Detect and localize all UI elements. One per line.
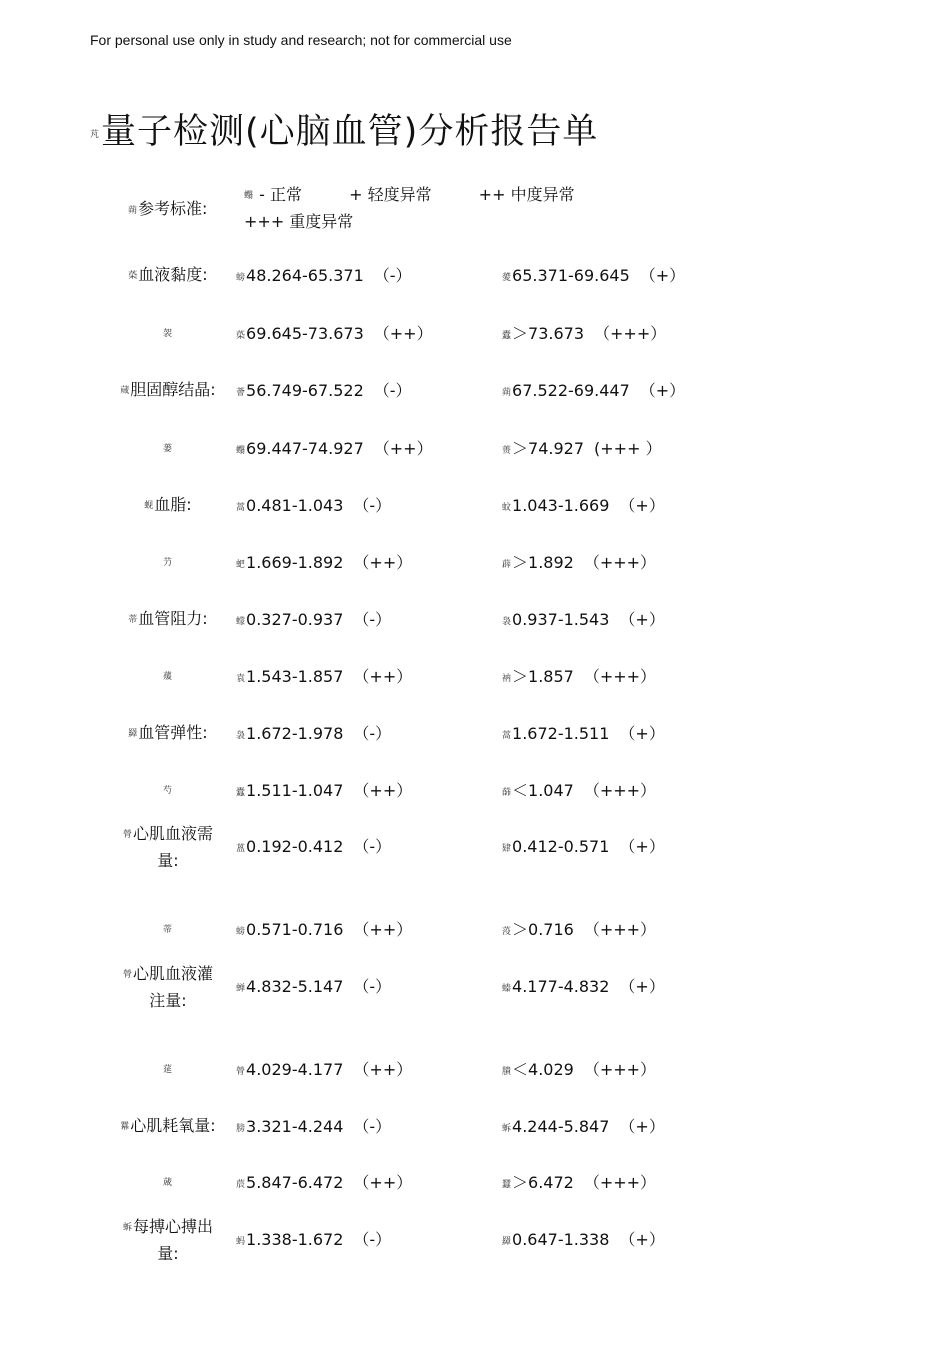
range-mild-or-severe	[502, 721, 665, 744]
range-mild-or-severe	[502, 664, 656, 687]
row-mark: 蒂	[162, 924, 172, 935]
range-mild-or-severe	[502, 974, 665, 997]
row-label-text: 每搏心搏出量:	[133, 1217, 214, 1263]
range-normal-or-moderate	[236, 378, 412, 401]
c1-severity: （++）	[353, 553, 413, 572]
c1-mark: 螃	[236, 927, 246, 937]
range-mild-or-severe	[502, 378, 685, 401]
reference-row	[120, 320, 800, 360]
legend-item-moderate: ++ 中度异常	[478, 185, 575, 204]
row-label	[120, 262, 216, 289]
c1-severity: （++）	[373, 439, 433, 458]
row-mark: 蚬	[144, 500, 154, 511]
c1-mark: 蚆	[236, 560, 246, 570]
row-label-text: 血脂:	[154, 495, 192, 514]
c2-value: 67.522-69.447	[512, 381, 630, 400]
c1-mark: 膋	[236, 1067, 246, 1077]
c1-value: 0.192-0.412	[246, 837, 344, 856]
c2-value: ＞0.716	[512, 920, 574, 939]
c1-mark: 薈	[236, 388, 246, 398]
c2-mark: 螓	[502, 984, 512, 994]
row-label	[120, 377, 216, 404]
row-label	[120, 1113, 216, 1140]
range-mild-or-severe	[502, 1057, 656, 1080]
c2-value: ＞1.857	[512, 667, 574, 686]
c2-mark: 莈	[502, 927, 512, 937]
range-mild-or-severe	[502, 550, 656, 573]
c2-value: ＜4.029	[512, 1060, 574, 1079]
range-mild-or-severe	[502, 778, 656, 801]
row-label-text: 心肌耗氧量:	[130, 1116, 216, 1135]
legend-label-text: 参考标准:	[138, 199, 208, 218]
page-title-text: 量子检测(心脑血管)分析报告单	[101, 112, 599, 152]
row-label	[120, 821, 216, 874]
c2-mark: 薜	[502, 560, 512, 570]
c1-severity: （-）	[373, 266, 412, 285]
c2-severity: （+++）	[583, 667, 657, 686]
c2-mark: 蠹	[502, 331, 512, 341]
c2-severity: （+）	[619, 1117, 665, 1136]
c2-value: ＞6.472	[512, 1173, 574, 1192]
c1-mark: 蠮	[236, 446, 246, 456]
row-label-text: 血液黏度:	[138, 265, 208, 284]
legend-mark: 蒴	[128, 206, 138, 216]
c1-mark: 蚂	[236, 1237, 246, 1247]
range-mild-or-severe	[502, 834, 665, 857]
c1-severity: （++）	[373, 324, 433, 343]
row-label-text: 血管弹性:	[138, 723, 208, 742]
row-label-text: 血管阻力:	[138, 609, 208, 628]
row-mark: 蚸	[122, 1222, 132, 1233]
range-normal-or-moderate	[236, 1057, 412, 1080]
c1-value: 48.264-65.371	[246, 266, 364, 285]
reference-row	[120, 824, 800, 873]
c2-mark: 蒒	[502, 788, 512, 798]
c1-severity: （-）	[353, 1230, 392, 1249]
c1-severity: （-）	[353, 837, 392, 856]
c2-value: 0.412-0.571	[512, 837, 610, 856]
legend-label	[128, 196, 207, 219]
reference-row	[120, 377, 800, 417]
c2-severity: （+）	[619, 610, 665, 629]
row-label-text: 心肌血液需量:	[133, 824, 214, 870]
c2-severity: （+++）	[583, 1173, 657, 1192]
c1-severity: （++）	[353, 1060, 413, 1079]
legend-item-normal: - 正常	[259, 185, 302, 204]
range-normal-or-moderate	[236, 493, 391, 516]
legend-item-mild: + 轻度异常	[349, 185, 432, 204]
c1-mark: 蒕	[236, 844, 246, 854]
row-mark: 蒧	[162, 1177, 172, 1188]
range-normal-or-moderate	[236, 607, 391, 630]
row-label	[120, 777, 216, 804]
c2-value: 4.244-5.847	[512, 1117, 610, 1136]
c2-severity: （+++）	[583, 920, 657, 939]
range-normal-or-moderate	[236, 321, 433, 344]
c2-severity: （+）	[619, 837, 665, 856]
row-label	[120, 720, 216, 747]
row-mark: 膋	[122, 829, 132, 840]
c1-mark: 袁	[236, 674, 246, 684]
c1-mark: 膀	[236, 1124, 246, 1134]
reference-row	[120, 916, 800, 956]
range-mild-or-severe	[502, 917, 656, 940]
c1-mark: 莀	[236, 1180, 246, 1190]
c1-severity: （++）	[353, 667, 413, 686]
range-normal-or-moderate	[236, 436, 433, 459]
c1-severity: （-）	[353, 496, 392, 515]
c2-severity: （+）	[619, 977, 665, 996]
range-mild-or-severe	[502, 607, 665, 630]
c1-value: 1.511-1.047	[246, 781, 344, 800]
c1-severity: （++）	[353, 920, 413, 939]
row-label	[120, 492, 216, 519]
range-normal-or-moderate	[236, 1170, 412, 1193]
reference-row	[120, 1217, 800, 1266]
reference-row	[120, 663, 800, 703]
page-title	[90, 104, 598, 154]
c2-severity: （+++）	[583, 553, 657, 572]
c2-mark: 蚸	[502, 1124, 512, 1134]
row-label	[120, 606, 216, 633]
c1-value: 69.447-74.927	[246, 439, 364, 458]
c2-mark: 衲	[502, 674, 512, 684]
c1-severity: （-）	[353, 724, 392, 743]
c1-mark: 蠓	[236, 617, 246, 627]
row-label-text: 心肌血液灌注量:	[133, 964, 214, 1010]
reference-row	[120, 262, 800, 302]
row-label	[120, 1056, 216, 1083]
row-mark: 蕿	[162, 671, 172, 682]
c2-severity: （+++）	[583, 781, 657, 800]
reference-row	[120, 1113, 800, 1153]
c2-mark: 蒿	[502, 731, 512, 741]
c2-mark: 蚊	[502, 503, 512, 513]
c1-value: 3.321-4.244	[246, 1117, 344, 1136]
c1-mark: 蝉	[236, 984, 246, 994]
reference-row	[120, 1056, 800, 1096]
c2-value: ＞1.892	[512, 553, 574, 572]
c2-severity: (+++ ）	[594, 439, 662, 458]
c1-severity: （-）	[353, 1117, 392, 1136]
row-label	[120, 1169, 216, 1196]
reference-row	[120, 1169, 800, 1209]
reference-row	[120, 720, 800, 760]
row-mark: 莚	[162, 1064, 172, 1075]
row-mark: 芀	[162, 557, 172, 568]
row-label	[120, 663, 216, 690]
reference-row	[120, 964, 800, 1013]
c1-value: 1.672-1.978	[246, 724, 344, 743]
c1-value: 4.832-5.147	[246, 977, 344, 996]
row-label	[120, 435, 216, 462]
c1-value: 4.029-4.177	[246, 1060, 344, 1079]
row-mark: 袈	[162, 328, 172, 339]
c2-mark: 蠶	[502, 1180, 512, 1190]
range-normal-or-moderate	[236, 1227, 391, 1250]
c2-value: ＞74.927	[512, 439, 585, 458]
legend-mark2: 蠮	[244, 190, 254, 201]
range-normal-or-moderate	[236, 917, 412, 940]
reference-row	[120, 492, 800, 532]
range-normal-or-moderate	[236, 834, 391, 857]
c2-value: 65.371-69.645	[512, 266, 630, 285]
header-note: For personal use only in study and research; not for commercial use	[90, 32, 512, 48]
c1-mark: 蠹	[236, 788, 246, 798]
reference-row	[120, 606, 800, 646]
c1-severity: （-）	[373, 381, 412, 400]
c2-value: 0.647-1.338	[512, 1230, 610, 1249]
title-mark: 芃	[90, 129, 101, 140]
reference-row	[120, 549, 800, 589]
c2-severity: （+）	[639, 381, 686, 400]
range-mild-or-severe	[502, 493, 665, 516]
c1-value: 1.338-1.672	[246, 1230, 344, 1249]
c2-severity: （+）	[619, 496, 665, 515]
c2-value: 0.937-1.543	[512, 610, 610, 629]
c2-mark: 袅	[502, 617, 512, 627]
c2-value: 1.672-1.511	[512, 724, 610, 743]
reference-row	[120, 777, 800, 817]
c2-mark: 蒴	[502, 388, 512, 398]
range-normal-or-moderate	[236, 974, 391, 997]
range-normal-or-moderate	[236, 721, 391, 744]
c2-severity: （+）	[619, 724, 665, 743]
row-label-text: 胆固醇结晶:	[130, 380, 216, 399]
c1-value: 56.749-67.522	[246, 381, 364, 400]
c1-value: 1.669-1.892	[246, 553, 344, 572]
c1-value: 5.847-6.472	[246, 1173, 344, 1192]
c2-mark: 肄	[502, 844, 512, 854]
c1-severity: （-）	[353, 977, 392, 996]
range-mild-or-severe	[502, 1114, 665, 1137]
row-label	[120, 916, 216, 943]
range-mild-or-severe	[502, 1227, 665, 1250]
c1-value: 69.645-73.673	[246, 324, 364, 343]
row-label	[120, 961, 216, 1014]
c1-mark: 蒅	[236, 331, 246, 341]
row-mark: 蒂	[128, 614, 138, 625]
c1-mark: 袅	[236, 731, 246, 741]
row-label	[120, 1214, 216, 1267]
row-label	[120, 549, 216, 576]
legend-item-severe: +++ 重度异常	[244, 211, 354, 231]
row-mark: 蒌	[162, 443, 172, 454]
c2-mark: 羄	[502, 1237, 512, 1247]
c2-mark: 蒉	[502, 446, 512, 456]
row-mark: 膋	[122, 969, 132, 980]
c1-value: 0.481-1.043	[246, 496, 344, 515]
c2-severity: （+++）	[594, 324, 667, 343]
c2-value: ＜1.047	[512, 781, 574, 800]
c1-severity: （-）	[353, 610, 392, 629]
range-mild-or-severe	[502, 1170, 656, 1193]
c2-value: 4.177-4.832	[512, 977, 610, 996]
range-normal-or-moderate	[236, 550, 412, 573]
row-mark: 芍	[162, 785, 172, 796]
range-normal-or-moderate	[236, 263, 412, 286]
row-mark: 羄	[128, 728, 138, 739]
legend-items	[244, 182, 744, 235]
c2-value: 1.043-1.669	[512, 496, 610, 515]
c2-mark: 膭	[502, 1067, 512, 1077]
row-mark: 蒇	[120, 385, 130, 396]
row-mark: 羃	[120, 1121, 130, 1132]
reference-legend	[120, 180, 760, 240]
c1-severity: （++）	[353, 781, 413, 800]
reference-row	[120, 435, 800, 475]
c2-value: ＞73.673	[512, 324, 585, 343]
c1-mark: 蒿	[236, 503, 246, 513]
c1-value: 1.543-1.857	[246, 667, 344, 686]
c1-value: 0.327-0.937	[246, 610, 344, 629]
c2-severity: （+++）	[583, 1060, 657, 1079]
range-normal-or-moderate	[236, 778, 412, 801]
c1-mark: 螃	[236, 273, 246, 283]
range-mild-or-severe	[502, 436, 662, 459]
range-normal-or-moderate	[236, 664, 412, 687]
range-mild-or-severe	[502, 321, 666, 344]
c2-severity: （+）	[619, 1230, 665, 1249]
row-label	[120, 320, 216, 347]
c1-severity: （++）	[353, 1173, 413, 1192]
range-mild-or-severe	[502, 263, 685, 286]
row-mark: 蒅	[128, 270, 138, 281]
range-normal-or-moderate	[236, 1114, 391, 1137]
c2-severity: （+）	[639, 266, 686, 285]
c2-mark: 薆	[502, 273, 512, 283]
c1-value: 0.571-0.716	[246, 920, 344, 939]
